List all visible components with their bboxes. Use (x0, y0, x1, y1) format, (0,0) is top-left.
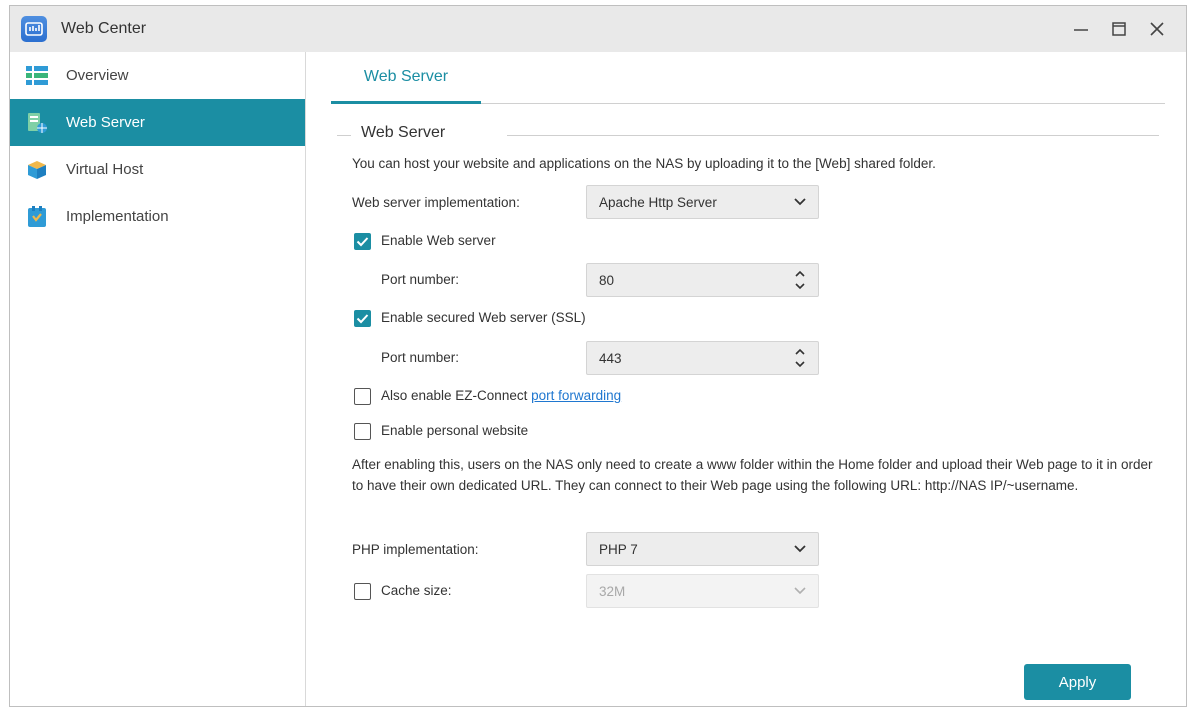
cache-size-label: Cache size: (381, 583, 452, 598)
overview-icon (25, 64, 49, 88)
select-value: 32M (599, 583, 626, 599)
personal-website-label: Enable personal website (381, 423, 529, 438)
cache-size-select[interactable] (586, 574, 819, 608)
close-icon (1149, 21, 1165, 37)
sidebar (10, 52, 306, 706)
enable-ssl-label: Enable secured Web server (SSL) (381, 310, 586, 325)
port-number-spinner[interactable] (586, 263, 819, 297)
enable-ssl-checkbox[interactable] (354, 310, 371, 327)
section-divider (337, 135, 351, 136)
personal-website-description: After enabling this, users on the NAS only need to create a www folder within the Home folder and upload their Web page to it in order to have their own dedicated URL. They can connect to their Web page using the following URL: http://NAS IP/~username. (352, 457, 1153, 493)
ez-connect-text: Also enable EZ-Connect (381, 388, 532, 403)
chevron-down-icon (794, 186, 806, 218)
sidebar-item-implementation[interactable] (10, 193, 305, 240)
window-title: Web Center (61, 20, 147, 37)
enable-web-server-label: Enable Web server (381, 233, 496, 248)
personal-website-checkbox[interactable] (354, 423, 371, 440)
checkmark-icon (354, 233, 371, 250)
sidebar-item-virtual-host[interactable] (10, 146, 305, 193)
php-implementation-select[interactable] (586, 532, 819, 566)
virtual-host-icon (25, 158, 49, 182)
enable-web-server-checkbox[interactable] (354, 233, 371, 250)
close-button[interactable] (1138, 14, 1176, 44)
title-bar (10, 6, 1186, 52)
web-center-window (9, 5, 1187, 707)
ssl-port-number-label: Port number: (381, 350, 460, 365)
section-header (337, 124, 1159, 146)
sidebar-item-label: Web Server (66, 114, 145, 131)
select-value: Apache Http Server (599, 194, 717, 210)
checkmark-icon (354, 310, 371, 327)
window-controls (1062, 6, 1176, 52)
section-title: Web Server (361, 124, 446, 141)
port-forwarding-link[interactable]: port forwarding (531, 388, 622, 403)
apply-button[interactable]: Apply (1024, 664, 1131, 700)
spinner-icon (794, 347, 806, 369)
section-divider (507, 135, 1159, 136)
tab-bar (331, 52, 1165, 104)
web-server-implementation-select[interactable] (586, 185, 819, 219)
sidebar-item-web-server[interactable] (10, 99, 305, 146)
section-description: You can host your website and applications on the NAS by uploading it to the [Web] shared folder. (352, 156, 936, 171)
ez-connect-label (381, 388, 621, 403)
web-server-icon (25, 111, 49, 135)
implementation-label: Web server implementation: (352, 195, 520, 210)
chevron-down-icon (794, 533, 806, 565)
sidebar-item-label: Overview (66, 67, 129, 84)
web-center-app-icon (21, 16, 47, 42)
main-panel (307, 52, 1186, 706)
maximize-button[interactable] (1100, 14, 1138, 44)
ez-connect-checkbox[interactable] (354, 388, 371, 405)
chevron-down-icon (794, 575, 806, 607)
ssl-port-number-spinner[interactable] (586, 341, 819, 375)
spinner-arrows[interactable] (794, 342, 806, 374)
sidebar-item-overview[interactable] (10, 52, 305, 99)
select-value: PHP 7 (599, 541, 638, 557)
spinner-icon (794, 269, 806, 291)
spinner-arrows[interactable] (794, 264, 806, 296)
spinner-value: 80 (599, 272, 615, 288)
tab-web-server[interactable]: Web Server (331, 52, 481, 104)
cache-size-checkbox[interactable] (354, 583, 371, 600)
php-implementation-label: PHP implementation: (352, 542, 479, 557)
sidebar-item-label: Virtual Host (66, 161, 144, 178)
spinner-value: 443 (599, 350, 622, 366)
minimize-button[interactable] (1062, 14, 1100, 44)
sidebar-item-label: Implementation (66, 208, 169, 225)
maximize-icon (1111, 21, 1127, 37)
minimize-icon (1073, 21, 1089, 37)
implementation-icon (25, 205, 49, 229)
port-number-label: Port number: (381, 272, 460, 287)
